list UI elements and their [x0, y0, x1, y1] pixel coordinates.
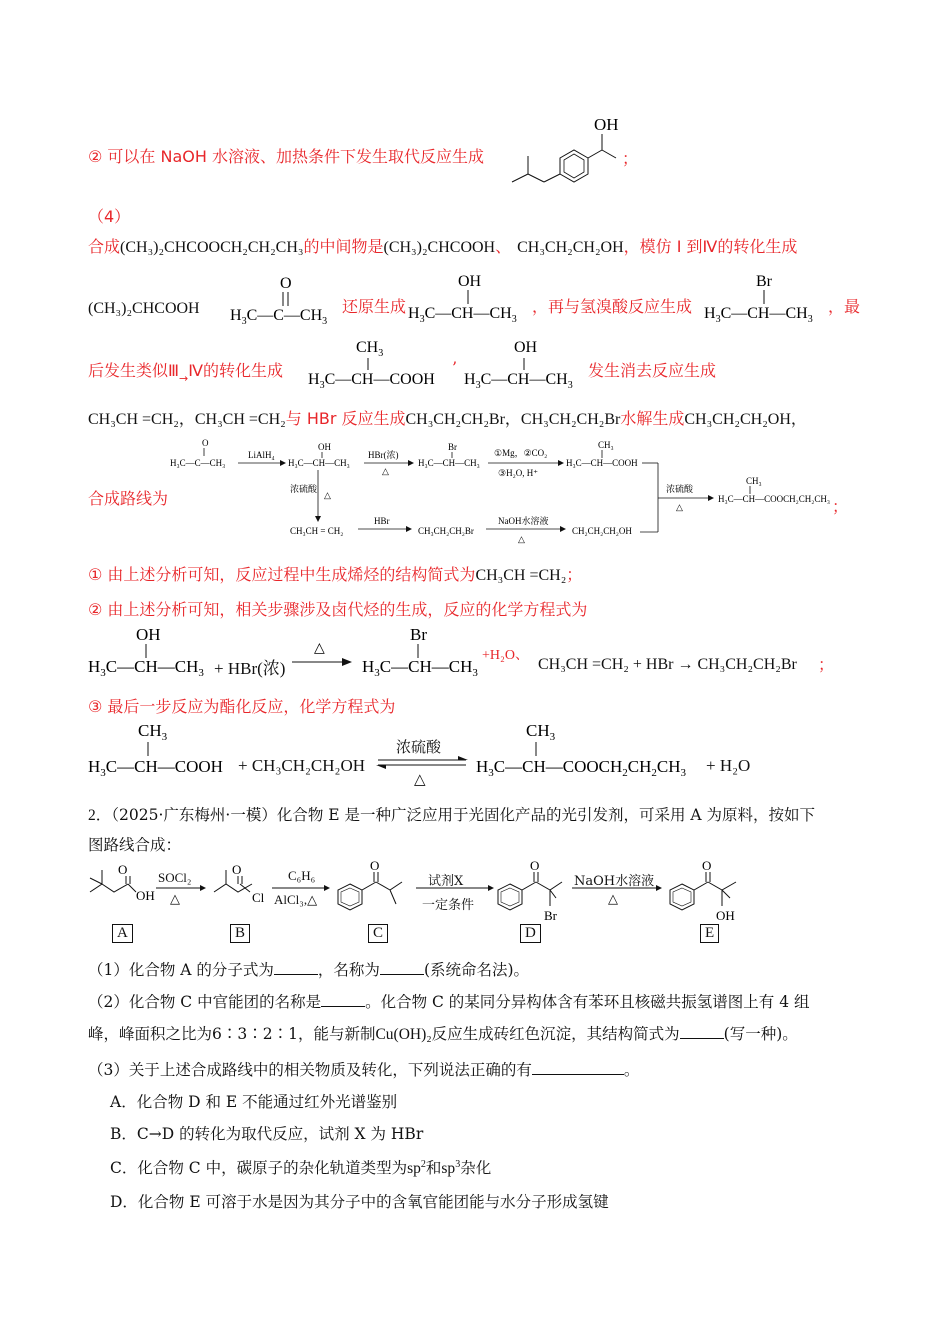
svg-text:①Mg，②CO₂: ①Mg，②CO₂	[494, 448, 548, 458]
eq3-acid	[86, 720, 256, 784]
formula-propanol: CH₃CH₂CH₂OH	[517, 239, 624, 256]
svg-text:△: △	[324, 490, 331, 500]
q2-source: （2025·广东梅州·一模）	[111, 806, 277, 824]
svg-text:OH: OH	[136, 888, 155, 903]
svg-text:H3C—C—CH3: $H_3C—C—CH_3$	[230, 307, 328, 326]
svg-text:H₃C—CH—COOH: H₃C—CH—COOH	[566, 458, 638, 468]
part4-label: （4）	[88, 207, 131, 226]
text-elim: 发生消去反应生成	[588, 361, 717, 380]
option-c: C．化合物 C 中，碳原子的杂化轨道类型为$sp^2$和$sp^3$杂化	[110, 1158, 492, 1177]
sub-q1-c: (系统命名法)。	[423, 961, 530, 979]
svg-text:CH₃CH₂CH₂Br: CH₃CH₂CH₂Br	[418, 526, 474, 536]
answer-3-text: ③ 最后一步反应为酯化反应，化学方程式为	[88, 697, 396, 716]
reagent-3-bottom: 一定条件	[422, 898, 475, 913]
svg-text:CH3: $CH_3$	[138, 721, 168, 743]
svg-text:O: O	[232, 862, 242, 877]
svg-text:OH: OH	[136, 625, 161, 644]
eq3-plus: + CH₃CH₂CH₂OH	[238, 756, 366, 775]
svg-text:OH: OH	[594, 115, 619, 134]
svg-text:H3C—CH—CH3: $H_3C—CH—CH_3$	[362, 657, 478, 679]
reagent-3-top: 试剂X	[428, 874, 464, 889]
eq2-second: CH₃CH =CH₂ + HBr → CH₃CH₂CH₂Br	[538, 656, 797, 673]
svg-text:CH₂CH₂CH₂OH: CH₂CH₂CH₂OH	[572, 526, 632, 536]
svg-text:OH: OH	[514, 339, 538, 356]
eq3-heat: △	[414, 770, 426, 788]
answer-1	[88, 562, 582, 585]
cuoh2-formula: Cu(OH)₂	[375, 1026, 432, 1043]
text-imitate: ，模仿 I 到Ⅳ的转化生成	[623, 237, 798, 256]
sub-q3-end: 。	[623, 1061, 640, 1079]
svg-text:浓硫酸: 浓硫酸	[290, 484, 318, 494]
svg-text:O: O	[202, 438, 209, 448]
q2-stem-line1	[88, 803, 815, 825]
line1	[88, 234, 797, 257]
sub-q2-a: （2）化合物 C 中官能团的名称是	[88, 993, 322, 1011]
svg-text:Br: Br	[756, 273, 772, 290]
svg-text:H3C—CH—CH3: $H_3C—CH—CH_3$	[704, 305, 813, 325]
formula-acid: (CH₃)₂CHCOOH	[383, 239, 496, 256]
answer-blank[interactable]	[532, 1060, 624, 1075]
answer-blank[interactable]	[321, 992, 365, 1007]
text-synth: 合成	[88, 237, 121, 256]
formula-ester: (CH₃)₂CHCOOCH₂CH₂CH₃	[120, 239, 304, 256]
svg-text:HBr(浓): HBr(浓)	[368, 450, 399, 460]
svg-text:CH₃: CH₃	[598, 440, 614, 450]
svg-text:H3C—CH—COOH: $H_3C—CH—COOH$	[88, 757, 223, 779]
answer-1-formula: CH₃CH =CH₂	[475, 567, 567, 584]
isopropanol-structure-2	[462, 336, 592, 392]
semicolon: ；	[622, 149, 639, 168]
text-hydrolysis: 水解生成	[620, 409, 685, 428]
text-hbr: ，再与氢溴酸反应生成	[532, 297, 693, 316]
svg-text:O: O	[370, 858, 380, 873]
reagent-1-top: SOCl₂	[158, 870, 192, 885]
formula-bromide: CH₃CH₂CH₂Br，CH₃CH₂CH₂Br	[405, 411, 621, 428]
svg-text:O: O	[118, 862, 128, 877]
route-label: 合成路线为	[88, 489, 169, 508]
text-comma: 、	[495, 237, 512, 256]
sub-q2-c: 峰，峰面积之比为6∶3∶2∶1，能与新制	[88, 1025, 376, 1043]
svg-text:Br: Br	[410, 625, 427, 644]
eq3-ester	[474, 720, 714, 784]
option-c-c: 杂化	[460, 1159, 492, 1177]
eq3-water: + H₂O	[706, 756, 751, 775]
svg-text:NaOH水溶液: NaOH水溶液	[498, 516, 549, 526]
option-c-a: C．化合物 C 中，碳原子的杂化轨道类型为	[110, 1159, 408, 1177]
svg-text:浓硫酸: 浓硫酸	[666, 484, 694, 494]
reagent-2-bottom: AlCl₃,△	[274, 892, 318, 907]
formula-propanol-2: CH₃CH₂CH₂OH，	[684, 411, 807, 428]
sub-q2-line1	[88, 990, 810, 1012]
svg-text:CH3: $CH_3$	[526, 721, 556, 743]
eq2-end: ；	[818, 655, 835, 674]
sub-q2-e: 反应生成砖红色沉淀，其结构简式为	[431, 1025, 680, 1043]
svg-text:H₃C—CH—CH₃: H₃C—CH—CH₃	[418, 458, 480, 468]
sub-q3-text: （3）关于上述合成路线中的相关物质及转化，下列说法正确的有	[88, 1061, 532, 1079]
svg-text:H3C—CH—COOCH2CH2CH3: $H_3C—CH—COOCH_2CH_2CH_3$	[476, 757, 686, 779]
q2-stem-line2: 图路线合成：	[88, 836, 182, 854]
answer-2-text: ② 由上述分析可知，相关步骤涉及卤代烃的生成，反应的化学方程式为	[88, 600, 588, 619]
svg-text:Br: Br	[448, 442, 457, 452]
eq3-condition: 浓硫酸	[396, 738, 442, 756]
label-c: C	[368, 924, 388, 943]
isopropanol-structure	[406, 268, 536, 326]
reaction-scheme	[86, 858, 866, 950]
reagent-2-top: C₆H₆	[288, 868, 316, 883]
svg-text:H₃C—CH—COOCH₂CH₂CH₃: H₃C—CH—COOCH₂CH₂CH₃	[718, 494, 831, 504]
sub-q1-a: （1）化合物 A 的分子式为	[88, 961, 274, 979]
answer-blank[interactable]	[680, 1024, 724, 1039]
option-b: B．C→D 的转化为取代反应，试剂 X 为 HBr	[110, 1125, 424, 1143]
q2-stem: 化合物 E 是一种广泛应用于光固化产品的光引发剂，可采用 A 为原料，按如下	[276, 806, 816, 824]
svg-text:H3C—CH—CH3: $H_3C—CH—CH_3$	[464, 371, 573, 391]
acetone-structure	[228, 270, 343, 326]
svg-text:Cl: Cl	[252, 890, 265, 905]
svg-text:CH₃: CH₃	[746, 476, 762, 486]
svg-text:△: △	[314, 641, 325, 656]
eq2-product	[360, 624, 490, 684]
label-a: A	[112, 924, 133, 943]
reagent-4-bottom: △	[608, 892, 618, 907]
label-d: D	[520, 924, 541, 943]
text-similar	[88, 358, 283, 385]
eq2-hbr: + HBr(浓)	[214, 659, 286, 678]
svg-text:CH₃CH = CH₂: CH₃CH = CH₂	[290, 526, 344, 536]
formula-propene: CH₃CH =CH₂，CH₃CH =CH₂	[88, 411, 286, 428]
svg-text:H3C—CH—CH3: $H_3C—CH—CH_3$	[88, 657, 204, 679]
label-e: E	[700, 924, 719, 943]
isobutyl-phenyl-ethanol-structure	[490, 110, 630, 190]
svg-text:H₃C—C—CH₃: H₃C—C—CH₃	[170, 458, 226, 468]
svg-text:△: △	[518, 534, 525, 544]
svg-text:O: O	[280, 275, 292, 292]
text-addhbr: 与 HBr 反应生成	[285, 409, 406, 428]
sub-q2-line2	[88, 1022, 798, 1044]
label-b: B	[230, 924, 250, 943]
answer-blank[interactable]	[380, 960, 424, 975]
svg-text:OH: OH	[716, 908, 735, 923]
point2-text: ② 可以在 NaOH 水溶液、加热条件下发生取代反应生成	[88, 147, 485, 166]
answer-1-text: ① 由上述分析可知，反应过程中生成烯烃的结构简式为	[88, 565, 476, 584]
synthesis-route-diagram	[168, 438, 848, 546]
text-intermediate: 的中间物是	[303, 237, 384, 256]
eq2-arrow	[290, 640, 354, 670]
arrow-icon: →	[179, 372, 189, 385]
comma: ’	[452, 358, 458, 377]
svg-text:O: O	[702, 858, 712, 873]
eq2-water: +H₂O、	[482, 648, 529, 663]
sub-q2-b: 。化合物 C 的某同分异构体含有苯环且核磁共振氢谱图上有 4 组	[365, 993, 810, 1011]
text-last: ，最	[828, 297, 861, 316]
svg-text:Br: Br	[544, 908, 557, 923]
answer-blank[interactable]	[274, 960, 318, 975]
answer-1-end: ；	[566, 565, 583, 584]
svg-text:H3C—CH—COOH: $H_3C—CH—COOH$	[308, 371, 435, 391]
route-end: ；	[832, 497, 849, 516]
option-d: D．化合物 E 可溶于水是因为其分子中的含氧官能团能与水分子形成氢键	[110, 1193, 609, 1211]
svg-text:③H₂O, H⁺: ③H₂O, H⁺	[498, 468, 538, 478]
svg-text:△: △	[676, 502, 683, 512]
sub-q2-f: (写一种)。	[723, 1025, 798, 1043]
svg-text:HBr: HBr	[374, 516, 390, 526]
sub-q1-b: ，名称为	[317, 961, 380, 979]
svg-text:LiAlH₄: LiAlH₄	[248, 450, 275, 460]
isobutyric-acid-structure	[306, 336, 456, 392]
option-a: A．化合物 D 和 E 不能通过红外光谱鉴别	[110, 1093, 398, 1111]
svg-text:OH: OH	[458, 273, 482, 290]
svg-text:O: O	[530, 858, 540, 873]
bromopropane-structure	[702, 268, 832, 326]
sub-q3	[88, 1058, 639, 1080]
svg-text:CH3: $CH_3$	[356, 339, 384, 359]
formula-acid-2: (CH₃)₂CHCOOH	[88, 300, 200, 317]
svg-text:H3C—CH—CH3: $H_3C—CH—CH_3$	[408, 305, 517, 325]
svg-text:OH: OH	[318, 442, 331, 452]
text-similar-a: 后发生类似Ⅲ	[88, 361, 180, 380]
sub-q1	[88, 958, 529, 980]
svg-text:△: △	[382, 466, 389, 476]
reagent-1-bottom: △	[170, 892, 180, 907]
q2-number: 2．	[88, 807, 112, 824]
svg-text:H₃C—CH—CH₃: H₃C—CH—CH₃	[288, 458, 350, 468]
reagent-4-top: NaOH水溶液	[574, 874, 655, 889]
text-similar-b: Ⅳ的转化生成	[188, 361, 284, 380]
option-c-b: 和	[425, 1159, 442, 1177]
text-reduce: 还原生成	[342, 297, 407, 316]
line4	[88, 406, 807, 429]
